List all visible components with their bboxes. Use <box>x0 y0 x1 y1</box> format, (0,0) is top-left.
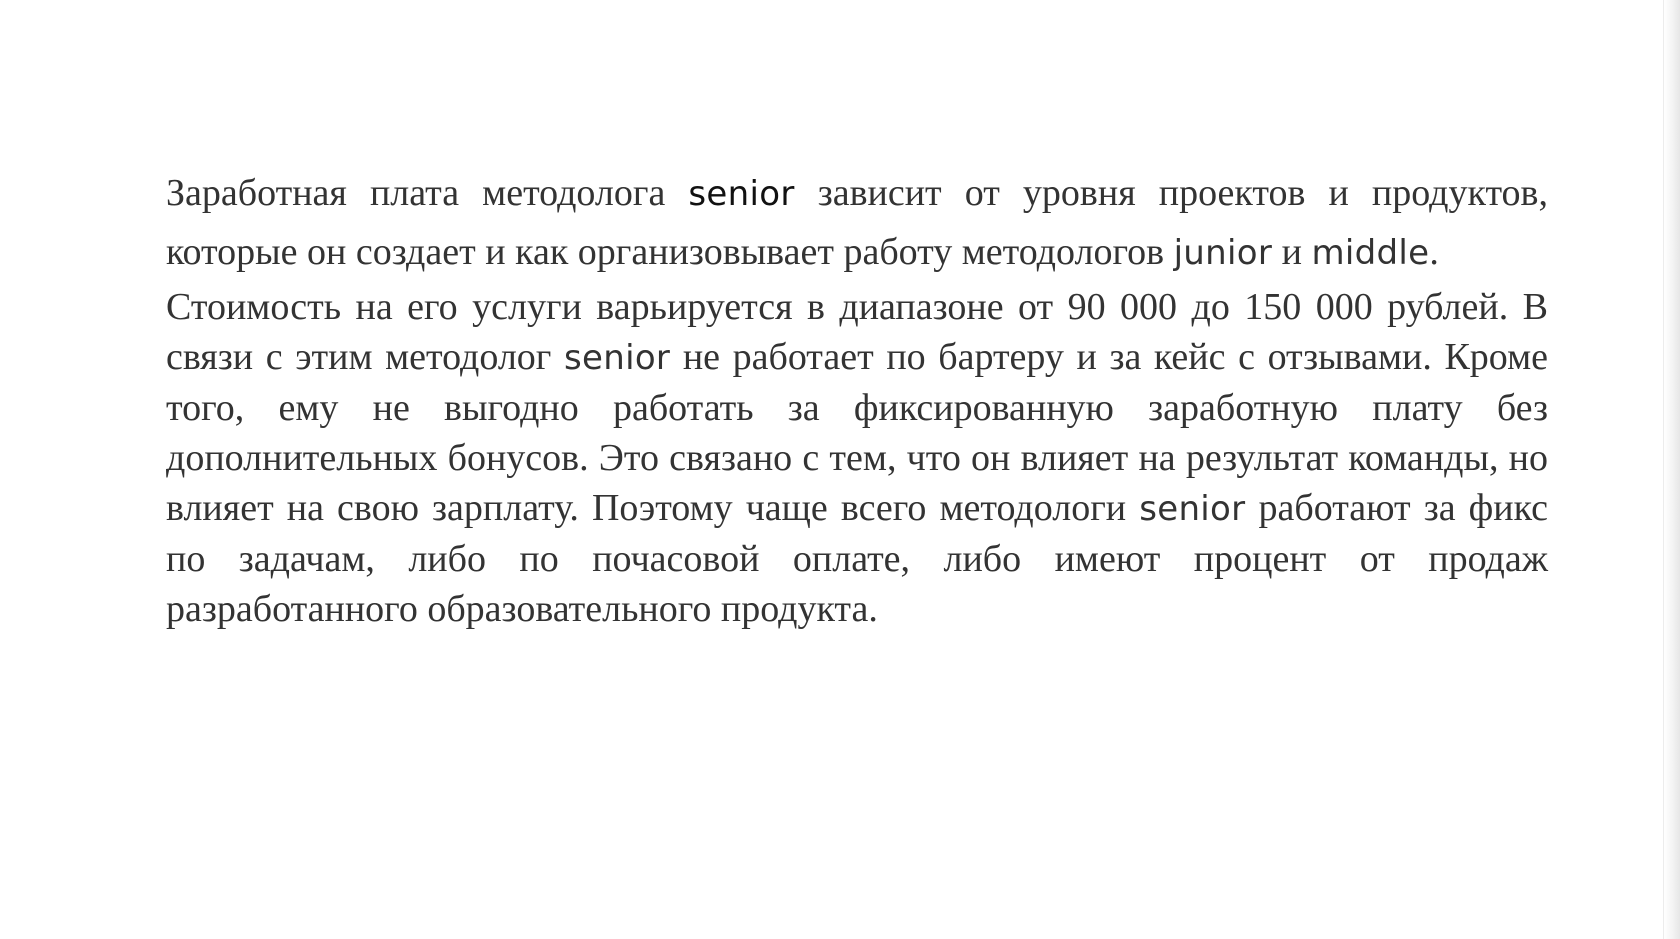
term-senior: senior <box>688 174 795 214</box>
text-segment: не работает по бартеру и за кейс с отзывами. Кроме того, ему не выгодно работать за фиксированную заработную плату без дополнительных бонусов. Это связано с тем, что он влияет на результат команды, но влияет на свою зарплату. Поэтому чаще всего методологи <box>166 336 1548 529</box>
term-junior: junior <box>1173 233 1273 273</box>
scrollbar[interactable] <box>1663 0 1680 939</box>
term-senior: senior <box>1139 489 1246 529</box>
paragraph-service-cost <box>166 282 1548 634</box>
text-segment: Заработная плата методолога <box>166 172 689 214</box>
paragraph-salary-dependency <box>166 164 1548 282</box>
term-senior: senior <box>564 338 671 378</box>
text-segment: зависит от уровня проектов и продуктов, которые он создает и как организовывает работу методологов <box>166 172 1548 273</box>
term-middle: middle <box>1311 233 1430 273</box>
document-body <box>166 164 1548 634</box>
text-segment: и <box>1272 231 1312 273</box>
text-segment: . <box>1429 231 1439 273</box>
text-segment: работают за фикс по задачам, либо по почасовой оплате, либо имеют процент от продаж разработанного образовательного продукта. <box>166 487 1548 630</box>
text-segment: Стоимость на его услуги варьируется в диапазоне от 90 000 до 150 000 рублей. В связи с этим методолог <box>166 286 1548 378</box>
